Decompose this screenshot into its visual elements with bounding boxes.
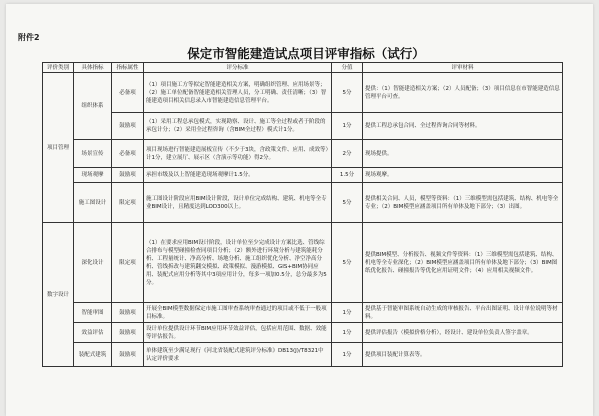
score-cell: 1分 — [332, 113, 363, 140]
attribute-cell: 必备项 — [112, 73, 144, 113]
indicator-cell: 场景宣传 — [74, 140, 112, 168]
standard-cell: （1）在要求应用BIM设计阶段，设计单位至少完成设计方案比选、管线综合排布与模型碰撞检查同项目分析；（2）额外进行环境分析与建筑能耗分析、工程量统计、净高分析、场地分析、施工组织优化分析、净空净高分析、管线拆改与建筑翻交模拟、政策模拟、漫游模拟、GIS+BIM协同应用、装配式应用分析等其中3项应用计分，每多一项加0.5分，总分最多为5分。 — [144, 223, 332, 303]
standard-cell: 承担市级及以上智能建造现场观摩计1.5分。 — [144, 168, 332, 183]
indicator-cell: 施工图设计 — [74, 183, 112, 223]
header-score: 分值 — [332, 63, 363, 73]
table-row — [43, 303, 563, 323]
header-attribute: 指标属性 — [112, 63, 144, 73]
score-cell: 5分 — [332, 183, 363, 223]
score-cell: 5分 — [332, 223, 363, 303]
attribute-cell: 鼓励项 — [112, 168, 144, 183]
score-cell: 1分 — [332, 323, 363, 343]
attribute-cell: 限定项 — [112, 183, 144, 223]
indicator-cell: 智能审图 — [74, 303, 112, 323]
indicator-cell: 深化设计 — [74, 223, 112, 303]
standard-cell: 施工图设计阶段应用BIM设计阶段，设计单位完成结构、建筑、机电等全专业BIM设计，且精度达到LOD300以上。 — [144, 183, 332, 223]
score-cell: 1分 — [332, 303, 363, 323]
attribute-cell: 鼓励项 — [112, 303, 144, 323]
indicator-cell: 组织体系 — [74, 73, 112, 140]
standard-cell: （1）项目施工方等拟定智能建造相关方案，明确组织管理、应用场景等；（2）施工单位配备智能建造相关管理人员，分工明确、责任清晰；（3）智能建造项目相关信息录入市智能建造信息管理平台。 — [144, 73, 332, 113]
indicator-cell: 现场观摩 — [74, 168, 112, 183]
table-row — [43, 183, 563, 223]
standard-cell: 单体建筑至少满足现行《河北省装配式建筑评分标准》DB13(J)/T8321中认定评价要求 — [144, 343, 332, 367]
attribute-cell: 限定项 — [112, 223, 144, 303]
attachment-label: 附件2 — [18, 33, 40, 42]
score-cell: 1分 — [332, 343, 363, 367]
attribute-cell: 必备项 — [112, 140, 144, 168]
material-cell: 提供评估报告（模拟价格分析），经设计、建设单位负责人签字盖章。 — [363, 323, 563, 343]
material-cell: 提供：（1）智能建造相关方案；（2）人员配备；（3）项目信息在市智能建造信息管理平台可查。 — [363, 73, 563, 113]
table-header-row — [43, 63, 563, 73]
attribute-cell: 鼓励项 — [112, 343, 144, 367]
category-digital-design: 数字设计 — [43, 223, 74, 367]
page-title: 保定市智能建造试点项目评审指标（试行） — [187, 46, 425, 61]
score-cell: 1.5分 — [332, 168, 363, 183]
material-cell: 现场观摩。 — [363, 168, 563, 183]
standard-cell: （1）采用工程总承包模式，实现勘察、设计、施工等全过程或者于阶段的承包计分；（2）采用全过程咨询（含BIM全过程）模式计1分。 — [144, 113, 332, 140]
header-category: 评价类别 — [43, 63, 74, 73]
table-row — [43, 140, 563, 168]
material-cell: 提供基于智能审图系统自动生成的审核报告、平台出图证明、设计单位说明等材料。 — [363, 303, 563, 323]
material-cell: 提供工程总承包合同、全过程咨询合同等材料。 — [363, 113, 563, 140]
score-cell: 2分 — [332, 140, 363, 168]
category-project-management: 项目管理 — [43, 73, 74, 223]
standard-cell: 设计单位提供设计环节BIM应用环节效益评估，包括应用范围、数据、效能等评估报告。 — [144, 323, 332, 343]
document-page — [6, 4, 593, 416]
indicator-cell: 效益评估 — [74, 323, 112, 343]
header-material: 评审材料 — [363, 63, 563, 73]
material-cell: 提供项目装配计算表等。 — [363, 343, 563, 367]
attribute-cell: 鼓励项 — [112, 113, 144, 140]
table-row — [43, 343, 563, 367]
header-standard: 评分标准 — [144, 63, 332, 73]
standard-cell: 开展全BIM模型数据保定市施工图审查系统审查通过的项目或不低于一般项目标准。 — [144, 303, 332, 323]
table-row — [43, 223, 563, 303]
table-row — [43, 73, 563, 113]
evaluation-table — [42, 62, 563, 367]
header-indicator: 具体指标 — [74, 63, 112, 73]
material-cell: 现场提供。 — [363, 140, 563, 168]
attribute-cell: 鼓励项 — [112, 323, 144, 343]
score-cell: 5分 — [332, 73, 363, 113]
material-cell: 提供相关合同、人员，模型等资料：（1）三维模型需包括建筑、结构、机电等全专业；（2）BIM模型应涵盖项目所有单体及地下部分；（3）出图。 — [363, 183, 563, 223]
standard-cell: 项目现场进行智能建造展板宣传（不少于3块，含政策文件、应用、成效等）计1分，建立展厅、展示区（含演示等功能）得2分。 — [144, 140, 332, 168]
table-row — [43, 323, 563, 343]
table-row — [43, 168, 563, 183]
indicator-cell: 装配式建筑 — [74, 343, 112, 367]
table-row — [43, 113, 563, 140]
material-cell: 提供BIM模型、分析报告、视频文件等资料：（1）三维模型需包括建筑、结构、机电等全专业深化；（2）BIM模型应涵盖项目所有单体及地下部分；（3）BIM图纸优化报告、碰撞报告等优化应用证明文件；（4）应用相关视频文件。 — [363, 223, 563, 303]
